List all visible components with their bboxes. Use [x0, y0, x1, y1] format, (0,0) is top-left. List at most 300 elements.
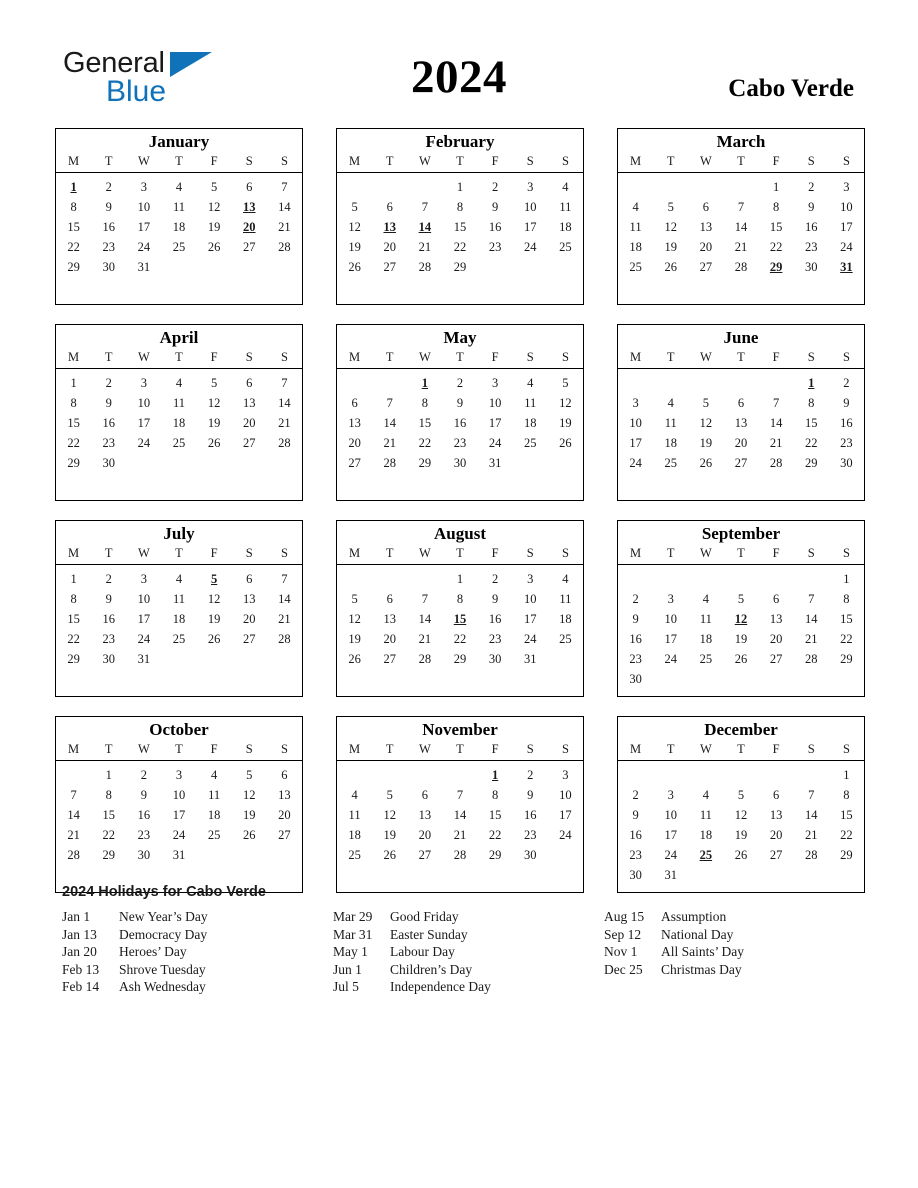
day-cell[interactable]: 8: [70, 395, 77, 410]
day-cell[interactable]: 18: [172, 611, 186, 626]
day-cell[interactable]: 22: [769, 239, 783, 254]
day-cell[interactable]: 16: [488, 219, 502, 234]
day-cell[interactable]: 12: [207, 591, 221, 606]
day-cell[interactable]: 4: [562, 179, 569, 194]
day-cell[interactable]: 18: [629, 239, 642, 254]
day-cell[interactable]: 24: [137, 239, 151, 254]
day-cell[interactable]: 11: [172, 591, 186, 606]
day-cell[interactable]: 30: [453, 455, 467, 470]
day-cell[interactable]: 12: [207, 199, 221, 214]
day-cell[interactable]: 27: [769, 651, 783, 666]
day-cell[interactable]: 18: [524, 415, 537, 430]
day-cell[interactable]: 4: [702, 591, 709, 606]
day-cell[interactable]: 15: [453, 219, 467, 234]
day-cell[interactable]: 9: [456, 395, 464, 410]
day-cell[interactable]: 15: [102, 807, 115, 822]
day-cell[interactable]: 13: [734, 415, 748, 430]
day-cell[interactable]: 22: [488, 827, 502, 842]
day-cell[interactable]: 10: [488, 395, 502, 410]
day-cell[interactable]: 5: [737, 787, 745, 802]
day-cell[interactable]: 7: [773, 395, 780, 410]
day-cell[interactable]: 8: [492, 787, 499, 802]
day-cell[interactable]: 20: [769, 827, 783, 842]
day-cell[interactable]: 17: [172, 807, 186, 822]
day-cell[interactable]: 10: [629, 415, 642, 430]
day-cell[interactable]: 23: [629, 651, 642, 666]
day-cell[interactable]: 16: [805, 219, 818, 234]
day-cell[interactable]: 17: [664, 827, 677, 842]
day-cell-holiday[interactable]: 14: [418, 219, 432, 234]
day-cell[interactable]: 25: [207, 827, 221, 842]
day-cell[interactable]: 24: [172, 827, 186, 842]
day-cell[interactable]: 6: [737, 395, 745, 410]
day-cell[interactable]: 5: [211, 179, 218, 194]
day-cell[interactable]: 28: [278, 239, 291, 254]
day-cell[interactable]: 9: [492, 199, 499, 214]
day-cell[interactable]: 24: [137, 631, 151, 646]
day-cell[interactable]: 14: [734, 219, 748, 234]
day-cell[interactable]: 6: [421, 787, 428, 802]
day-cell[interactable]: 21: [67, 827, 80, 842]
day-cell-holiday[interactable]: 13: [383, 219, 396, 234]
day-cell[interactable]: 8: [70, 591, 77, 606]
day-cell[interactable]: 7: [808, 591, 815, 606]
day-cell[interactable]: 28: [769, 455, 783, 470]
day-cell[interactable]: 9: [843, 395, 850, 410]
day-cell[interactable]: 24: [137, 435, 151, 450]
day-cell[interactable]: 22: [805, 435, 818, 450]
day-cell[interactable]: 16: [137, 807, 151, 822]
day-cell[interactable]: 21: [805, 827, 818, 842]
day-cell[interactable]: 6: [246, 571, 253, 586]
day-cell[interactable]: 25: [172, 631, 186, 646]
day-cell[interactable]: 14: [805, 807, 818, 822]
day-cell[interactable]: 12: [734, 807, 748, 822]
day-cell[interactable]: 27: [278, 827, 291, 842]
day-cell[interactable]: 4: [667, 395, 674, 410]
day-cell[interactable]: 17: [137, 219, 151, 234]
day-cell[interactable]: 25: [559, 631, 572, 646]
day-cell[interactable]: 26: [383, 847, 396, 862]
day-cell[interactable]: 23: [805, 239, 818, 254]
day-cell[interactable]: 9: [105, 591, 112, 606]
day-cell[interactable]: 2: [843, 375, 850, 390]
day-cell-holiday[interactable]: 12: [734, 611, 748, 626]
day-cell[interactable]: 1: [70, 375, 77, 390]
day-cell[interactable]: 21: [805, 631, 818, 646]
day-cell[interactable]: 6: [246, 179, 253, 194]
day-cell[interactable]: 28: [383, 455, 396, 470]
day-cell[interactable]: 10: [137, 199, 151, 214]
day-cell[interactable]: 24: [524, 239, 537, 254]
day-cell[interactable]: 14: [67, 807, 80, 822]
day-cell[interactable]: 16: [629, 827, 642, 842]
day-cell[interactable]: 16: [488, 611, 502, 626]
day-cell[interactable]: 2: [456, 375, 464, 390]
day-cell[interactable]: 12: [383, 807, 396, 822]
day-cell[interactable]: 19: [664, 239, 677, 254]
day-cell[interactable]: 4: [211, 767, 218, 782]
day-cell[interactable]: 8: [70, 199, 77, 214]
day-cell[interactable]: 11: [524, 395, 537, 410]
day-cell[interactable]: 26: [207, 435, 221, 450]
day-cell[interactable]: 7: [421, 591, 428, 606]
day-cell[interactable]: 23: [102, 435, 115, 450]
day-cell[interactable]: 3: [175, 767, 183, 782]
day-cell[interactable]: 31: [137, 259, 151, 274]
day-cell[interactable]: 22: [102, 827, 115, 842]
day-cell[interactable]: 1: [843, 767, 850, 782]
day-cell[interactable]: 3: [843, 179, 850, 194]
day-cell[interactable]: 2: [105, 571, 112, 586]
day-cell[interactable]: 23: [102, 631, 115, 646]
day-cell[interactable]: 23: [524, 827, 537, 842]
day-cell[interactable]: 26: [348, 651, 361, 666]
day-cell[interactable]: 24: [488, 435, 502, 450]
day-cell[interactable]: 20: [699, 239, 713, 254]
day-cell-holiday[interactable]: 1: [808, 375, 815, 390]
day-cell[interactable]: 22: [840, 631, 853, 646]
day-cell[interactable]: 8: [843, 591, 850, 606]
day-cell[interactable]: 1: [773, 179, 780, 194]
day-cell[interactable]: 4: [175, 375, 183, 390]
day-cell[interactable]: 3: [667, 591, 674, 606]
day-cell[interactable]: 26: [734, 651, 748, 666]
day-cell[interactable]: 27: [243, 435, 256, 450]
day-cell[interactable]: 11: [629, 219, 642, 234]
day-cell[interactable]: 3: [667, 787, 674, 802]
day-cell[interactable]: 2: [632, 787, 639, 802]
day-cell[interactable]: 28: [67, 847, 80, 862]
day-cell[interactable]: 14: [278, 591, 291, 606]
day-cell[interactable]: 16: [102, 611, 115, 626]
day-cell[interactable]: 13: [243, 395, 256, 410]
day-cell[interactable]: 30: [102, 259, 115, 274]
day-cell[interactable]: 28: [278, 631, 291, 646]
day-cell[interactable]: 29: [67, 455, 80, 470]
day-cell[interactable]: 19: [559, 415, 572, 430]
day-cell[interactable]: 21: [383, 435, 396, 450]
day-cell[interactable]: 17: [664, 631, 677, 646]
day-cell[interactable]: 28: [805, 651, 818, 666]
day-cell[interactable]: 23: [840, 435, 853, 450]
day-cell[interactable]: 13: [278, 787, 291, 802]
day-cell[interactable]: 23: [488, 631, 502, 646]
day-cell[interactable]: 18: [207, 807, 221, 822]
day-cell[interactable]: 24: [524, 631, 537, 646]
day-cell-holiday[interactable]: 15: [453, 611, 467, 626]
day-cell[interactable]: 6: [386, 199, 393, 214]
day-cell[interactable]: 30: [102, 455, 115, 470]
day-cell[interactable]: 25: [629, 259, 642, 274]
day-cell[interactable]: 16: [629, 631, 642, 646]
day-cell[interactable]: 21: [769, 435, 783, 450]
day-cell[interactable]: 5: [737, 591, 745, 606]
day-cell[interactable]: 21: [734, 239, 748, 254]
day-cell[interactable]: 11: [699, 807, 712, 822]
day-cell[interactable]: 22: [418, 435, 432, 450]
day-cell[interactable]: 6: [773, 787, 780, 802]
day-cell[interactable]: 20: [734, 435, 748, 450]
day-cell[interactable]: 23: [453, 435, 467, 450]
day-cell[interactable]: 10: [137, 395, 151, 410]
day-cell[interactable]: 14: [383, 415, 396, 430]
day-cell[interactable]: 6: [351, 395, 358, 410]
day-cell-holiday[interactable]: 31: [840, 259, 853, 274]
day-cell[interactable]: 7: [421, 199, 428, 214]
day-cell[interactable]: 19: [734, 631, 748, 646]
day-cell[interactable]: 16: [102, 415, 115, 430]
day-cell[interactable]: 7: [281, 375, 288, 390]
day-cell[interactable]: 12: [559, 395, 572, 410]
day-cell[interactable]: 6: [773, 591, 780, 606]
day-cell[interactable]: 27: [734, 455, 748, 470]
day-cell[interactable]: 20: [769, 631, 783, 646]
day-cell-holiday[interactable]: 25: [699, 847, 713, 862]
day-cell[interactable]: 29: [840, 651, 853, 666]
day-cell[interactable]: 19: [207, 219, 221, 234]
day-cell[interactable]: 22: [67, 631, 80, 646]
day-cell-holiday[interactable]: 20: [243, 219, 256, 234]
day-cell[interactable]: 5: [667, 199, 674, 214]
day-cell[interactable]: 16: [102, 219, 115, 234]
day-cell[interactable]: 16: [524, 807, 537, 822]
day-cell[interactable]: 23: [137, 827, 151, 842]
day-cell[interactable]: 28: [734, 259, 748, 274]
day-cell[interactable]: 21: [418, 631, 432, 646]
day-cell[interactable]: 25: [348, 847, 361, 862]
day-cell[interactable]: 18: [699, 827, 713, 842]
day-cell[interactable]: 2: [140, 767, 147, 782]
day-cell[interactable]: 29: [102, 847, 115, 862]
day-cell[interactable]: 15: [805, 415, 818, 430]
day-cell[interactable]: 20: [348, 435, 361, 450]
day-cell[interactable]: 8: [773, 199, 780, 214]
day-cell[interactable]: 31: [488, 455, 502, 470]
day-cell[interactable]: 9: [492, 591, 499, 606]
day-cell[interactable]: 27: [243, 239, 256, 254]
day-cell[interactable]: 13: [769, 807, 783, 822]
day-cell[interactable]: 19: [243, 807, 256, 822]
day-cell[interactable]: 28: [453, 847, 467, 862]
day-cell[interactable]: 23: [629, 847, 642, 862]
day-cell[interactable]: 14: [278, 199, 291, 214]
day-cell[interactable]: 31: [137, 651, 151, 666]
day-cell[interactable]: 5: [211, 375, 218, 390]
day-cell[interactable]: 29: [840, 847, 853, 862]
day-cell[interactable]: 4: [175, 571, 183, 586]
day-cell[interactable]: 10: [664, 807, 677, 822]
day-cell[interactable]: 7: [456, 787, 464, 802]
day-cell[interactable]: 3: [140, 179, 147, 194]
day-cell[interactable]: 24: [664, 847, 677, 862]
day-cell[interactable]: 26: [207, 239, 221, 254]
day-cell[interactable]: 20: [418, 827, 432, 842]
day-cell[interactable]: 24: [559, 827, 572, 842]
day-cell[interactable]: 2: [632, 591, 639, 606]
day-cell[interactable]: 25: [172, 435, 186, 450]
day-cell[interactable]: 9: [105, 199, 112, 214]
day-cell[interactable]: 3: [492, 375, 499, 390]
day-cell[interactable]: 3: [140, 375, 147, 390]
day-cell[interactable]: 3: [527, 179, 534, 194]
day-cell[interactable]: 13: [348, 415, 361, 430]
day-cell[interactable]: 9: [808, 199, 815, 214]
day-cell[interactable]: 30: [629, 671, 642, 686]
day-cell[interactable]: 11: [172, 199, 186, 214]
day-cell[interactable]: 11: [559, 199, 572, 214]
day-cell[interactable]: 20: [383, 239, 396, 254]
day-cell[interactable]: 19: [699, 435, 713, 450]
day-cell[interactable]: 5: [562, 375, 569, 390]
day-cell[interactable]: 5: [702, 395, 709, 410]
day-cell[interactable]: 21: [453, 827, 467, 842]
day-cell[interactable]: 8: [456, 199, 464, 214]
day-cell[interactable]: 9: [105, 395, 112, 410]
day-cell[interactable]: 27: [699, 259, 713, 274]
day-cell[interactable]: 30: [805, 259, 818, 274]
day-cell[interactable]: 2: [492, 179, 499, 194]
day-cell[interactable]: 13: [418, 807, 432, 822]
day-cell[interactable]: 24: [629, 455, 642, 470]
day-cell[interactable]: 31: [172, 847, 186, 862]
day-cell[interactable]: 8: [421, 395, 428, 410]
day-cell[interactable]: 2: [105, 179, 112, 194]
day-cell[interactable]: 3: [632, 395, 639, 410]
day-cell[interactable]: 15: [418, 415, 432, 430]
day-cell[interactable]: 4: [527, 375, 534, 390]
day-cell[interactable]: 10: [664, 611, 677, 626]
day-cell[interactable]: 30: [102, 651, 115, 666]
day-cell[interactable]: 25: [559, 239, 572, 254]
day-cell[interactable]: 27: [769, 847, 783, 862]
day-cell[interactable]: 12: [699, 415, 713, 430]
day-cell[interactable]: 7: [737, 199, 745, 214]
day-cell[interactable]: 15: [67, 219, 80, 234]
day-cell[interactable]: 25: [699, 651, 713, 666]
day-cell[interactable]: 13: [383, 611, 396, 626]
day-cell[interactable]: 30: [629, 867, 642, 882]
day-cell[interactable]: 11: [348, 807, 361, 822]
day-cell[interactable]: 13: [769, 611, 783, 626]
day-cell[interactable]: 19: [383, 827, 396, 842]
day-cell[interactable]: 4: [351, 787, 358, 802]
day-cell[interactable]: 10: [840, 199, 853, 214]
day-cell[interactable]: 18: [699, 631, 713, 646]
day-cell[interactable]: 27: [348, 455, 361, 470]
day-cell[interactable]: 29: [418, 455, 432, 470]
day-cell[interactable]: 7: [386, 395, 393, 410]
day-cell[interactable]: 5: [351, 591, 358, 606]
day-cell[interactable]: 10: [524, 591, 537, 606]
day-cell[interactable]: 14: [805, 611, 818, 626]
day-cell[interactable]: 20: [383, 631, 396, 646]
day-cell[interactable]: 28: [418, 651, 432, 666]
day-cell[interactable]: 4: [562, 571, 569, 586]
day-cell[interactable]: 9: [632, 807, 639, 822]
day-cell[interactable]: 30: [488, 651, 502, 666]
day-cell[interactable]: 12: [207, 395, 221, 410]
day-cell[interactable]: 28: [805, 847, 818, 862]
day-cell[interactable]: 1: [105, 767, 112, 782]
day-cell[interactable]: 25: [172, 239, 186, 254]
day-cell[interactable]: 7: [808, 787, 815, 802]
day-cell[interactable]: 11: [172, 395, 186, 410]
day-cell[interactable]: 17: [137, 611, 151, 626]
day-cell[interactable]: 10: [137, 591, 151, 606]
day-cell[interactable]: 29: [453, 651, 467, 666]
day-cell[interactable]: 19: [348, 631, 361, 646]
day-cell[interactable]: 15: [67, 611, 80, 626]
day-cell[interactable]: 21: [418, 239, 432, 254]
day-cell[interactable]: 19: [734, 827, 748, 842]
day-cell[interactable]: 29: [488, 847, 502, 862]
day-cell[interactable]: 1: [456, 571, 464, 586]
day-cell[interactable]: 1: [456, 179, 464, 194]
day-cell[interactable]: 14: [278, 395, 291, 410]
day-cell[interactable]: 7: [281, 179, 288, 194]
day-cell[interactable]: 17: [488, 415, 502, 430]
day-cell[interactable]: 22: [840, 827, 853, 842]
day-cell[interactable]: 21: [278, 219, 291, 234]
day-cell[interactable]: 29: [453, 259, 467, 274]
day-cell[interactable]: 8: [808, 395, 815, 410]
day-cell[interactable]: 23: [488, 239, 502, 254]
day-cell[interactable]: 12: [664, 219, 677, 234]
day-cell[interactable]: 18: [559, 611, 572, 626]
day-cell[interactable]: 11: [664, 415, 677, 430]
day-cell[interactable]: 3: [527, 571, 534, 586]
day-cell[interactable]: 11: [559, 591, 572, 606]
day-cell-holiday[interactable]: 5: [211, 571, 218, 586]
day-cell[interactable]: 6: [386, 591, 393, 606]
day-cell[interactable]: 28: [278, 435, 291, 450]
day-cell[interactable]: 15: [840, 611, 853, 626]
day-cell[interactable]: 9: [140, 787, 147, 802]
day-cell[interactable]: 4: [632, 199, 639, 214]
day-cell[interactable]: 30: [524, 847, 537, 862]
day-cell[interactable]: 3: [140, 571, 147, 586]
day-cell[interactable]: 2: [492, 571, 499, 586]
day-cell[interactable]: 28: [418, 259, 432, 274]
day-cell-holiday[interactable]: 1: [421, 375, 428, 390]
day-cell[interactable]: 6: [246, 375, 253, 390]
day-cell[interactable]: 31: [664, 867, 677, 882]
day-cell[interactable]: 20: [243, 611, 256, 626]
day-cell[interactable]: 18: [664, 435, 677, 450]
day-cell[interactable]: 19: [207, 415, 221, 430]
day-cell[interactable]: 4: [175, 179, 183, 194]
day-cell[interactable]: 15: [67, 415, 80, 430]
day-cell[interactable]: 15: [769, 219, 783, 234]
day-cell[interactable]: 8: [843, 787, 850, 802]
day-cell[interactable]: 10: [524, 199, 537, 214]
day-cell[interactable]: 29: [67, 259, 80, 274]
day-cell[interactable]: 19: [348, 239, 361, 254]
day-cell[interactable]: 22: [453, 239, 467, 254]
day-cell[interactable]: 7: [70, 787, 77, 802]
day-cell[interactable]: 20: [243, 415, 256, 430]
day-cell[interactable]: 1: [70, 571, 77, 586]
day-cell[interactable]: 14: [769, 415, 783, 430]
day-cell[interactable]: 16: [453, 415, 467, 430]
day-cell[interactable]: 2: [527, 767, 534, 782]
day-cell-holiday[interactable]: 29: [769, 259, 783, 274]
day-cell[interactable]: 29: [805, 455, 818, 470]
day-cell[interactable]: 26: [207, 631, 221, 646]
day-cell[interactable]: 8: [105, 787, 112, 802]
day-cell[interactable]: 30: [840, 455, 853, 470]
